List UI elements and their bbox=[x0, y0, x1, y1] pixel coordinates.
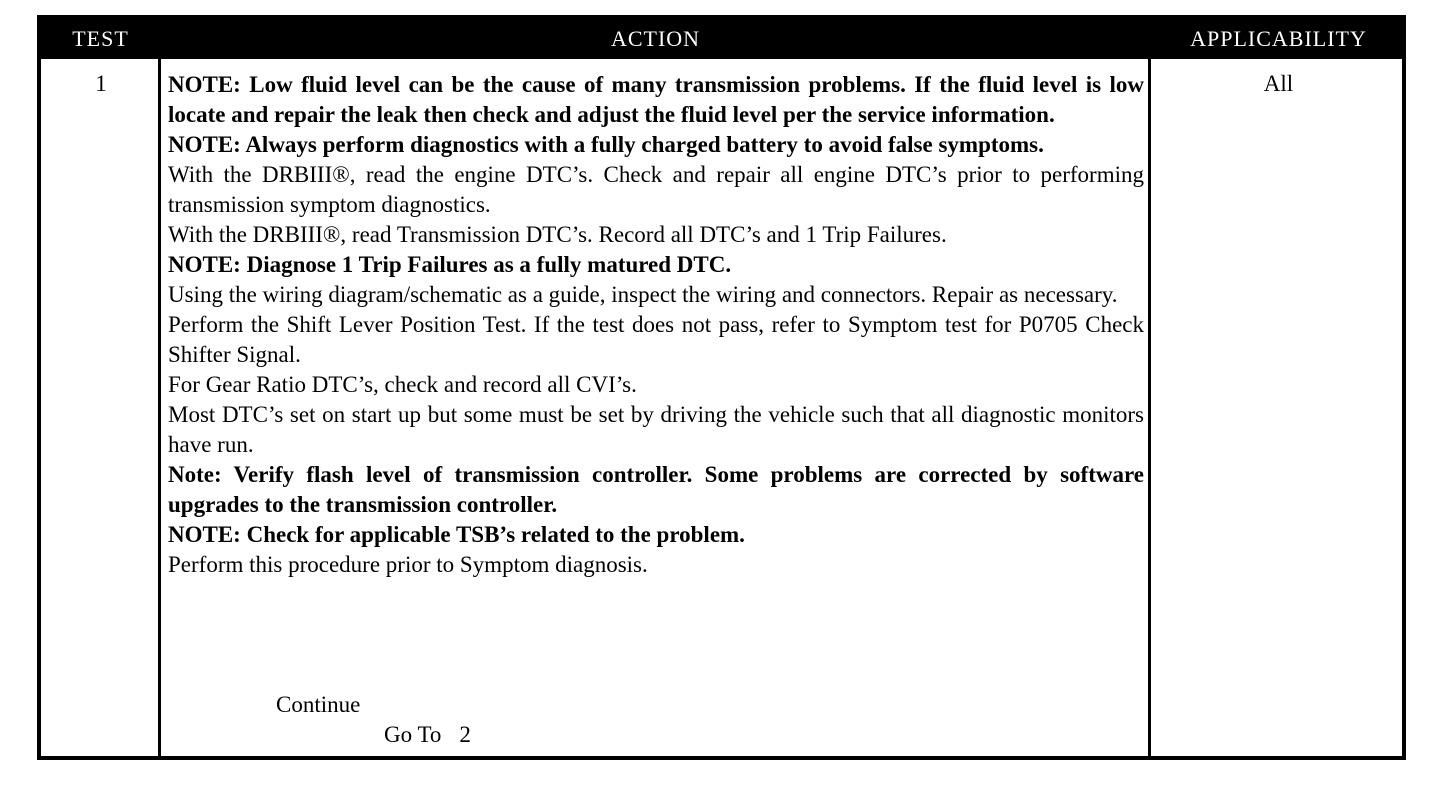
continue-option: Continue bbox=[276, 692, 361, 717]
action-paragraph: Note: Verify flash level of transmission controller. Some problems are corrected by software upgrades to the transmission controller. bbox=[168, 462, 1144, 517]
action-paragraph: With the DRBIII®, read Transmission DTC’s. Record all DTC’s and 1 Trip Failures. bbox=[168, 222, 947, 247]
column-divider-applicability bbox=[1148, 59, 1151, 756]
diagnostic-test-table bbox=[37, 15, 1406, 760]
column-divider-test bbox=[158, 59, 161, 756]
goto-target: 2 bbox=[459, 722, 471, 747]
action-paragraph: With the DRBIII®, read the engine DTC’s. Check and repair all engine DTC’s prior to performing transmission symptom diagnostics. bbox=[168, 162, 1144, 217]
action-paragraph: Perform the Shift Lever Position Test. If the test does not pass, refer to Symptom test for P0705 Check Shifter Signal. bbox=[168, 312, 1144, 367]
test-number-cell: 1 bbox=[95, 71, 107, 96]
action-paragraph: For Gear Ratio DTC’s, check and record all CVI’s. bbox=[168, 372, 637, 397]
action-paragraph: Using the wiring diagram/schematic as a guide, inspect the wiring and connectors. Repair as necessary. bbox=[168, 282, 1118, 307]
action-paragraph: NOTE: Check for applicable TSB’s related to the problem. bbox=[168, 522, 745, 547]
action-paragraph: NOTE: Always perform diagnostics with a fully charged battery to avoid false symptoms. bbox=[168, 132, 1044, 157]
goto-instruction bbox=[384, 720, 471, 750]
action-paragraph: Perform this procedure prior to Symptom diagnosis. bbox=[168, 552, 648, 577]
action-paragraph: Most DTC’s set on start up but some must be set by driving the vehicle such that all diagnostic monitors have run. bbox=[168, 402, 1144, 457]
header-applicability: APPLICABILITY bbox=[1190, 26, 1367, 51]
applicability-cell: All bbox=[1263, 71, 1294, 96]
goto-label: Go To bbox=[384, 722, 442, 747]
table-header bbox=[41, 19, 1402, 59]
header-action: ACTION bbox=[610, 26, 701, 51]
header-test: TEST bbox=[72, 26, 129, 51]
action-cell bbox=[168, 70, 1144, 580]
action-paragraph: NOTE: Low fluid level can be the cause of many transmission problems. If the fluid level is low locate and repair the leak then check and adjust the fluid level per the service information. bbox=[168, 72, 1144, 127]
action-paragraph: NOTE: Diagnose 1 Trip Failures as a fully matured DTC. bbox=[168, 252, 732, 277]
